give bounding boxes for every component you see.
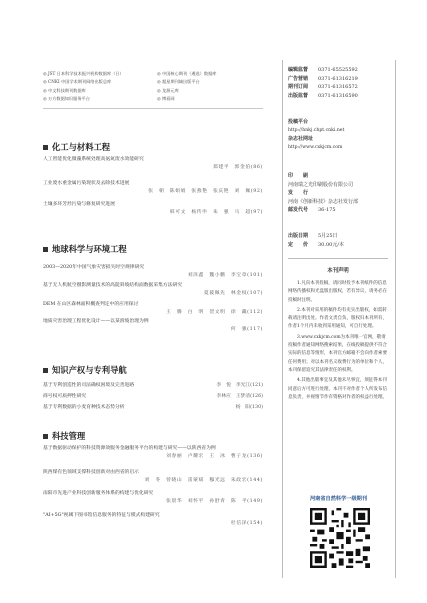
article-title: 基于专利数据的小麦育种技术态势分析 xyxy=(43,405,125,410)
article-item[interactable] xyxy=(43,380,263,391)
article-list xyxy=(43,264,263,334)
article-title: 工业废水重金属污染现状及去除技术进展 xyxy=(43,181,130,186)
article-title: 陕西煤有色领域支撑科技创新对由西省的启示 xyxy=(43,470,139,475)
index-label: 中文科技期刊数据库 xyxy=(48,87,86,93)
section-title: 科技管理 xyxy=(52,431,86,441)
article-authors: 杨 阳(130) xyxy=(235,405,263,410)
postal-code: 36-175 xyxy=(318,207,336,213)
price-row xyxy=(288,241,388,250)
article-item[interactable] xyxy=(43,264,263,280)
article-authors: 张晨华 刘怀平 孙舒青 陈 平(149) xyxy=(166,499,263,504)
printer: 河南瑞之光印刷股份有限公司 xyxy=(288,181,354,188)
submission-url[interactable]: http://hnkj.chpt.cnki.net xyxy=(288,127,345,133)
article-list xyxy=(43,380,263,413)
index-label: 超星期刊域出版平台 xyxy=(162,79,200,85)
article-title: 基于无人机航空摄影测量技术的高陡斜坡结构面数据采集方法研究 xyxy=(43,283,183,288)
article-item[interactable] xyxy=(43,391,263,402)
article-title: 商号权可质押性研究 xyxy=(43,394,87,399)
section-header xyxy=(43,243,127,255)
article-title: 基于专利创造性的司法确权困境及完善进路 xyxy=(43,383,135,388)
contact-label: 广告营销 xyxy=(288,75,309,82)
article-list xyxy=(43,445,263,528)
index-item: ◎ 中文科技期刊数据库 xyxy=(43,87,86,93)
contact-label: 出版监督 xyxy=(288,93,309,100)
index-row xyxy=(43,78,263,86)
index-label: 博看网 xyxy=(162,95,175,101)
article-title: 2003—2020年中国气象灾害损失时空规律研究 xyxy=(43,265,145,270)
index-label: CNKI 中国学术期刊网络出版总库 xyxy=(48,79,112,85)
article-title: 基于数据驱动保护的科技资源效服务金融服务平台的构建与研究——以陕西省为例 xyxy=(43,446,216,451)
article-item[interactable] xyxy=(43,201,263,217)
index-item: ◎ 中国核心期刊（遴选）数据库 xyxy=(157,71,217,76)
article-item[interactable] xyxy=(43,318,263,334)
postal-row xyxy=(288,206,388,215)
article-list xyxy=(43,156,263,217)
divider xyxy=(288,258,388,259)
index-item: ◎ 博看网 xyxy=(157,95,175,101)
article-item[interactable] xyxy=(43,180,263,196)
index-item: ◎ 超星期刊域出版平台 xyxy=(157,79,200,85)
section-bullet-icon xyxy=(43,434,48,439)
issue-info xyxy=(288,232,388,249)
section-bullet-icon xyxy=(43,145,48,150)
article-authors: 李林应 王梦清(126) xyxy=(216,394,263,399)
article-authors: 刘春丽 卢耀宏 王 冰 曹子龙(136) xyxy=(166,454,263,459)
contact-label: 期刊订阅 xyxy=(288,84,309,91)
article-authors: 刘泽鑫 魏小鹏 李宝章(101) xyxy=(187,273,263,278)
article-item[interactable] xyxy=(43,512,263,528)
section-title: 化工与材料工程 xyxy=(52,142,111,152)
article-authors: 李 悦 李光江(121) xyxy=(216,383,263,388)
postal-label: 邮发代号 xyxy=(288,207,309,213)
submission-label: 投稿平台 xyxy=(288,119,309,125)
contact-row xyxy=(288,92,388,101)
notice-block xyxy=(288,266,388,402)
article-authors: 夏筱佩先 林金权(107) xyxy=(203,291,263,296)
article-item[interactable] xyxy=(43,282,263,298)
issue-label: 发 行 xyxy=(288,190,309,196)
contact-value: 0371-61316590 xyxy=(318,93,358,100)
index-label: 万方数据知识服务平台 xyxy=(48,95,90,101)
printing-block xyxy=(288,172,388,215)
article-authors: 王 腾 白 明 贺文明 徐 藏(112) xyxy=(166,310,263,315)
contact-row xyxy=(288,75,388,84)
divider xyxy=(43,108,263,109)
contact-label: 编辑监督 xyxy=(288,67,309,73)
index-row xyxy=(43,87,263,95)
article-item[interactable] xyxy=(43,402,263,413)
section-header xyxy=(43,430,85,442)
article-title: 地质灾害治理工程优化设计——以某滑坡治理为例 xyxy=(43,319,149,324)
article-title: 南阳市先进产业科技创新服务体系的构建与优化研究 xyxy=(43,491,154,496)
journal-rank-label: 河南省自然科学一级期刊 xyxy=(309,496,368,502)
index-item: ◎ CNKI 中国学术期刊网络出版总库 xyxy=(43,79,112,85)
date-row xyxy=(288,232,388,241)
print-label: 印 刷 xyxy=(288,173,309,179)
article-authors: 刘 冬 曾晓山 雷蒙斌 穆光远 朱政宏(144) xyxy=(144,478,263,483)
section-header xyxy=(43,141,110,153)
article-item[interactable] xyxy=(43,156,263,172)
contact-list xyxy=(288,66,388,101)
section-header xyxy=(43,364,127,376)
section-bullet-icon xyxy=(43,368,48,373)
article-item[interactable] xyxy=(43,301,263,317)
article-authors: 张 朝 陈娟娟 张燕艳 张庆艳 刘 佩(92) xyxy=(148,189,263,194)
notice-paragraph: 2.本刊对采用的稿件均有史实出版权，如需转载请注明出处。作者文责自负，版权归本刊所有，作者1个月内未收到采用通知，可自行处理。 xyxy=(288,307,387,330)
article-title: 人工智能优化微藻系统处理高氨氮废水效能研究 xyxy=(43,157,144,162)
price-label: 定 价 xyxy=(288,241,309,248)
price-value: 30.00元/本 xyxy=(318,241,344,248)
date-value: 5月25日 xyxy=(318,233,338,239)
article-item[interactable] xyxy=(43,469,263,485)
section-title: 知识产权与专利导航 xyxy=(52,365,127,375)
section-title: 地球科学与环境工程 xyxy=(52,244,127,254)
contact-row xyxy=(288,83,388,92)
contact-value: 0371-61316219 xyxy=(318,75,358,82)
submission-block xyxy=(288,118,388,152)
index-label: 中国核心期刊（遴选）数据库 xyxy=(162,71,217,76)
index-row xyxy=(43,70,263,78)
index-item: ◎ 万方数据知识服务平台 xyxy=(43,95,90,101)
index-item: ◎ 龙源元库 xyxy=(157,87,179,93)
article-authors: 何 强(117) xyxy=(230,327,263,332)
article-title: 土壤多环芳烃污染与修复研究进展 xyxy=(43,202,115,207)
date-label: 出版日期 xyxy=(288,233,309,239)
article-item[interactable] xyxy=(43,490,263,506)
distributor: 河南《创新科技》杂志社发行部 xyxy=(288,198,359,205)
notice-paragraph: 4.其他出版事宜及其他未尽事宜，须征得本刊同意后方可进行处理，本刊不对作者个人所发布信息负责，并视情节作有资格对作者的权益行处理。 xyxy=(288,378,387,400)
notice-title: 本刊声明 xyxy=(327,268,349,274)
site-label: 杂志社网址 xyxy=(288,136,314,142)
article-title: DEM 在山区森林面积概查判定中的应用探讨 xyxy=(43,302,139,307)
index-label: 龙源元库 xyxy=(162,87,179,93)
section-bullet-icon xyxy=(43,247,48,252)
contact-value: 0371-65525592 xyxy=(318,67,358,73)
contact-value: 0371-61316572 xyxy=(318,84,358,91)
index-item: ◎ JST 日本科学技术振兴机构数据库（日） xyxy=(43,71,124,76)
index-row xyxy=(43,95,263,103)
index-box xyxy=(43,70,263,103)
site-url[interactable]: http://www.cxkjcm.com xyxy=(288,144,343,150)
notice-paragraph: 1.凡向本刊投稿，请同时投予本刊纸件的信息网络传播权和光盘版出版权，若有异议，请务必在投稿时注明。 xyxy=(288,281,387,303)
article-authors: 郑建平 郭金伯(86) xyxy=(212,165,263,170)
article-item[interactable] xyxy=(43,445,263,461)
article-authors: 韩可文 杨传申 朱 强 马 超(97) xyxy=(169,210,263,215)
index-label: JST 日本科学技术振兴机构数据库（日） xyxy=(48,71,124,76)
contact-row xyxy=(288,66,388,75)
notice-paragraph: 3.www.cxkjcm.com为本刊唯一官网，敬请投稿作者通知网络搜索结果，在线投稿提供不符合实际的信息等情形，本刊官方邮箱不会向作者索要任何费用；对以本刊名义收费行为的单位和个人，本刊保留追究其法律责任的权利。 xyxy=(288,334,387,373)
article-authors: 杜信泽(154) xyxy=(230,521,263,526)
article-title: "AI+5G"视阈下图书馆信息服务的特征与模式构建研究 xyxy=(43,513,160,518)
qr-code-icon xyxy=(310,508,370,568)
